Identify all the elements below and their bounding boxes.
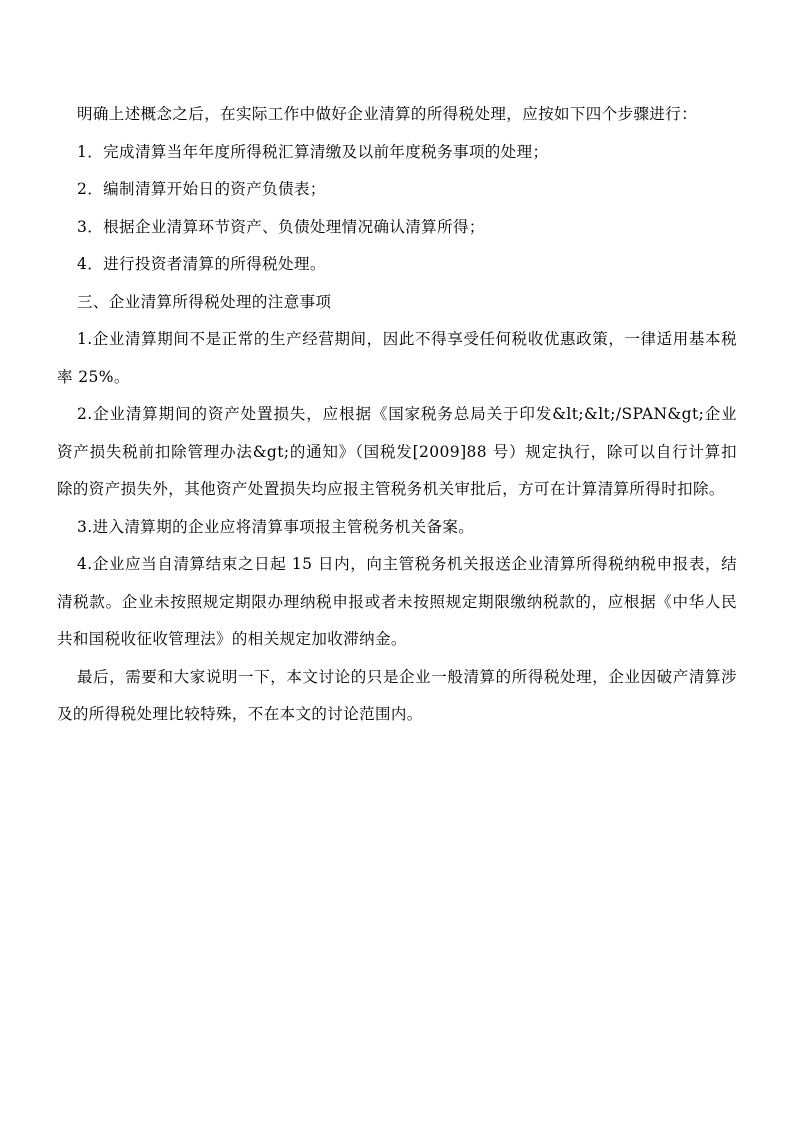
paragraph-step-3: 3．根据企业清算环节资产、负债处理情况确认清算所得； bbox=[77, 217, 485, 236]
paragraph-conclusion: 最后，需要和大家说明一下，本文讨论的只是企业一般清算的所得税处理，企业因破产清算涉及的所得税处理比较特殊，不在本文的讨论范围内。 bbox=[57, 667, 737, 723]
document-body bbox=[57, 96, 737, 734]
paragraph-step-2: 2．编制清算开始日的资产负债表； bbox=[77, 180, 326, 198]
paragraph-note-4: 4.企业应当自清算结束之日起 15 日内，向主管税务机关报送企业清算所得税纳税申报表，结清税款。企业未按照规定期限办理纳税申报或者未按照规定期限缴纳税款的，应根据《中华人民共和国税收征收管理法》的相关规定加收滞纳金。 bbox=[57, 555, 737, 648]
section-heading: 三、企业清算所得税处理的注意事项 bbox=[77, 292, 332, 311]
paragraph-note-1: 1.企业清算期间不是正常的生产经营期间，因此不得享受任何税收优惠政策，一律适用基本税率 25%。 bbox=[57, 330, 737, 386]
paragraph-step-1: 1．完成清算当年年度所得税汇算清缴及以前年度税务事项的处理； bbox=[77, 142, 549, 161]
paragraph-step-4: 4．进行投资者清算的所得税处理。 bbox=[77, 255, 326, 273]
paragraph-note-2: 2.企业清算期间的资产处置损失，应根据《国家税务总局关于印发&lt;&lt;/SPAN&gt;企业资产损失税前扣除管理办法&gt;的通知》（国税发[2009]88 号）规定执行，除可以自行计算扣除的资产损失外，其他资产处置损失均应报主管税务机关审批后，方可在计算清算所得时扣除。 bbox=[57, 405, 737, 498]
paragraph-note-3: 3.进入清算期的企业应将清算事项报主管税务机关备案。 bbox=[77, 517, 475, 536]
paragraph-intro: 明确上述概念之后，在实际工作中做好企业清算的所得税处理，应按如下四个步骤进行： bbox=[77, 105, 698, 123]
